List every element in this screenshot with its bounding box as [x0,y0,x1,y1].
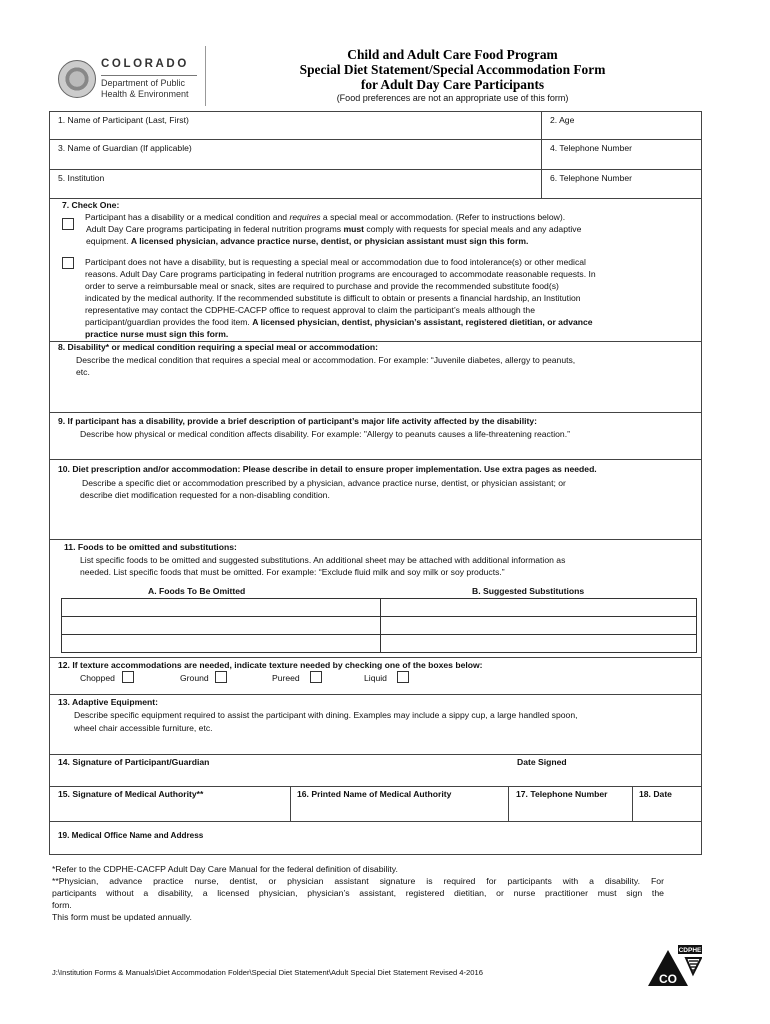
option2-line7: practice nurse must sign this form. [85,329,229,339]
form-title-line2: Special Diet Statement/Special Accommodation Form [299,62,606,77]
s17-telephone-label: 17. Telephone Number [516,789,608,799]
foods-omitted-cell-2[interactable] [62,617,379,634]
logo-dept-line1: Department of Public [101,78,186,88]
s8-desc-line1: Describe the medical condition that requires a special meal or accommodation. For example: “Juvenile diabetes, allergy to peanuts, [76,355,576,365]
texture-pureed-checkbox[interactable] [310,671,322,683]
s8-desc-line2: etc. [76,367,90,377]
s19-office-label: 19. Medical Office Name and Address [58,831,204,840]
foods-omitted-cell-1[interactable] [62,599,379,616]
s13-desc-line1: Describe specific equipment required to assist the participant with dining. Examples may include a sippy cup, a large handled spoon, [74,710,578,720]
texture-label-ground: Ground [180,673,209,683]
substitution-cell-2[interactable] [381,617,696,634]
guardian-telephone-label: 4. Telephone Number [550,143,633,153]
footnote-4: form. [52,900,72,910]
no-disability-checkbox[interactable] [62,257,74,269]
foods-omitted-header: A. Foods To Be Omitted [148,586,246,596]
substitution-cell-3[interactable] [381,635,696,652]
logo-badge-text: CO [659,972,677,986]
texture-label-chopped: Chopped [80,673,115,683]
s18-date-label: 18. Date [639,789,672,799]
logo-wordmark: COLORADO [101,58,189,70]
texture-label-pureed: Pureed [272,673,300,683]
s10-desc-line2: describe diet modification requested for a non-disabling condition. [80,490,330,500]
s8-input-area[interactable] [50,380,700,410]
suggested-substitutions-header: B. Suggested Substitutions [472,586,585,596]
s11-desc-line2: needed. List specific foods that must be omitted. For example: “Exclude fluid milk and soy milk or soy products.” [80,567,505,577]
s9-heading: 9. If participant has a disability, provide a brief description of participant’s major life activity affected by the disability: [58,416,537,426]
foods-table [61,598,697,653]
age-label: 2. Age [550,115,575,125]
footnote-2: **Physician, advance practice nurse, dentist, or physician assistant signature is required for participants with a disability. For [52,876,664,886]
s11-heading: 11. Foods to be omitted and substitutions: [64,542,237,552]
institution-label: 5. Institution [58,173,105,183]
substitution-cell-1[interactable] [381,599,696,616]
s10-desc-line1: Describe a specific diet or accommodation prescribed by a physician, advance practice nurse, dentist, or physician assistant; or [82,478,566,488]
disability-checkbox[interactable] [62,218,74,230]
form-title-line1: Child and Adult Care Food Program [347,47,558,62]
foods-omitted-cell-3[interactable] [62,635,379,652]
s8-heading: 8. Disability* or medical condition requiring a special meal or accommodation: [58,342,378,352]
option2-line3: order to serve a reimbursable meal or snack, sites are required to purchase and provide the recommended substitute food(s) [85,281,559,291]
s10-heading: 10. Diet prescription and/or accommodation: Please describe in detail to ensure proper implementation. Use extra pages as needed. [58,464,597,474]
option2-line1: Participant does not have a disability, but is requesting a special meal or accommodation due to food intolerance(s) or other medical [85,257,586,267]
s13-desc-line2: wheel chair accessible furniture, etc. [74,723,213,733]
s14-participant-signature-label: 14. Signature of Participant/Guardian [58,757,210,767]
logo-divider [101,75,197,76]
option2-line6: participant/guardian provides the food item. A licensed physician, dentist, physician’s assistant, registered dietitian, or advance [85,317,593,327]
s12-heading: 12. If texture accommodations are needed, indicate texture needed by checking one of the boxes below: [58,660,483,670]
logo-dept-line2: Health & Environment [101,89,189,99]
s14-date-signed-label: Date Signed [517,757,567,767]
footnote-5: This form must be updated annually. [52,912,192,922]
texture-liquid-checkbox[interactable] [397,671,409,683]
option2-line5: representative may contact the CDPHE-CACFP office to request approval to claim the participant’s meals although the [85,305,535,315]
option2-line2: reasons. Adult Day Care programs participating in federal nutrition programs are encouraged to accommodate reasonable requests. In [85,269,596,279]
texture-chopped-checkbox[interactable] [122,671,134,683]
s9-desc-line1: Describe how physical or medical condition affects disability. For example: "Allergy to peanuts causes a life-threatening reaction.” [80,429,570,439]
form-title-line3: for Adult Day Care Participants [360,77,545,92]
s10-input-area[interactable] [50,503,700,535]
institution-field[interactable] [50,185,539,197]
file-path: J:\Institution Forms & Manuals\Diet Accommodation Folder\Special Diet Statement\Adult Special Diet Statement Revised 4-2016 [52,968,483,977]
option1-line2: Adult Day Care programs participating in federal nutrition programs must comply with requests for special meals and any adaptive [86,224,582,234]
s16-printed-name-label: 16. Printed Name of Medical Authority [297,789,452,799]
logo-badge-top-text: CDPHE [678,947,702,954]
s13-heading: 13. Adaptive Equipment: [58,697,158,707]
option1-line3: equipment. A licensed physician, advance practice nurse, dentist, or physician assistant must sign this form. [86,236,529,246]
option2-line4: indicated by the medical authority. If the recommended substitute is difficult to obtain or presents a financial hardship, an Institution [85,293,581,303]
guardian-name-field[interactable] [50,155,539,167]
footnote-3: participants without a disability, a licensed physician, physician’s assistant, registered dietitian, or nurse practitioner must sign the [52,888,664,898]
s9-input-area[interactable] [50,442,700,457]
form-subtitle-note: (Food preferences are not an appropriate use of this form) [336,93,569,103]
option1-line1: Participant has a disability or a medical condition and requires a special meal or accommodation. (Refer to instructions below). [85,212,566,222]
cdphe-co-logo-icon [646,944,702,988]
footnote-1: *Refer to the CDPHE-CACFP Adult Day Care Manual for the federal definition of disability. [52,864,398,874]
s11-desc-line1: List specific foods to be omitted and suggested substitutions. An additional sheet may be attached with additional information as [80,555,566,565]
participant-name-label: 1. Name of Participant (Last, First) [58,115,189,125]
texture-ground-checkbox[interactable] [215,671,227,683]
s15-medical-signature-label: 15. Signature of Medical Authority** [58,789,204,799]
state-seal-icon [58,60,96,98]
texture-label-liquid: Liquid [364,673,387,683]
check-one-heading: 7. Check One: [62,200,120,210]
institution-telephone-field[interactable] [542,185,700,197]
guardian-telephone-field[interactable] [542,155,700,167]
participant-signature-field[interactable] [50,769,700,785]
header-divider [205,46,206,106]
guardian-name-label: 3. Name of Guardian (If applicable) [58,143,192,153]
institution-telephone-label: 6. Telephone Number [550,173,633,183]
